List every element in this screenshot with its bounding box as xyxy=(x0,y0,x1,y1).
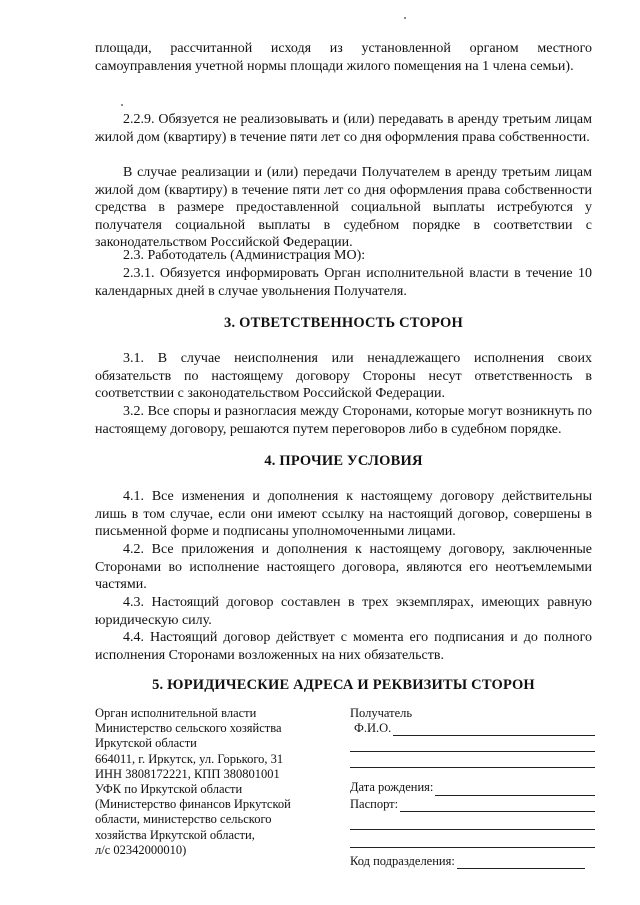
birth-date-blank-line xyxy=(435,783,595,796)
requisite-line: УФК по Иркутской области xyxy=(95,782,243,797)
scan-mark xyxy=(404,17,406,19)
requisite-line: (Министерство финансов Иркутской xyxy=(95,797,291,812)
requisite-line: Иркутской области xyxy=(95,736,197,751)
requisite-line: ИНН 3808172221, КПП 380801001 xyxy=(95,766,280,781)
blank-line xyxy=(350,739,595,752)
subdivision-code-field xyxy=(350,854,585,869)
recipient-title: Получатель xyxy=(350,706,413,720)
executive-body-requisites xyxy=(95,706,320,858)
paragraph-sale-case: В случае реализации и (или) передачи Получателем в аренду третьим лицам жилой дом (квартиру) в течение пяти лет со дня оформления права собственности средства в размере предоставленной социальной выплаты истребуются у получателя социальной выплаты в судебном порядке в соответствии с законодательством Российской Федерации. xyxy=(95,165,592,250)
requisite-line: Министерство сельского хозяйства xyxy=(95,721,282,736)
requisite-line: л/с 02342000010) xyxy=(95,842,187,857)
recipient-requisites xyxy=(350,706,595,869)
fio-blank-line xyxy=(393,723,595,736)
paragraph-continuation: площади, рассчитанной исходя из установленной органом местного самоуправления учетной нормы площади жилого помещения на 1 члена семьи). xyxy=(95,41,592,74)
blank-line xyxy=(350,755,595,768)
section-heading-5: 5. ЮРИДИЧЕСКИЕ АДРЕСА И РЕКВИЗИТЫ СТОРОН xyxy=(152,677,535,693)
section-heading-4: 4. ПРОЧИЕ УСЛОВИЯ xyxy=(264,453,423,469)
paragraph-2-2-9: 2.2.9. Обязуется не реализовывать и (или) передавать в аренду третьим лицам жилой дом (квартиру) в течение пяти лет со дня оформления права собственности. xyxy=(95,112,592,145)
subdivision-code-blank-line xyxy=(457,856,585,869)
requisite-line: Орган исполнительной власти xyxy=(95,706,257,720)
birth-date-field xyxy=(350,780,595,795)
subdivision-code-label: Код подразделения: xyxy=(350,853,455,868)
section-heading-3: 3. ОТВЕТСТВЕННОСТЬ СТОРОН xyxy=(224,315,463,331)
requisite-line: хозяйства Иркутской области, xyxy=(95,827,255,842)
scan-mark xyxy=(121,104,123,106)
paragraph-3-2: 3.2. Все споры и разногласия между Сторонами, которые могут возникнуть по настоящему договору, решаются путем переговоров либо в судебном порядке. xyxy=(95,404,592,437)
requisite-line: 664011, г. Иркутск, ул. Горького, 31 xyxy=(95,751,284,766)
fio-label: Ф.И.О. xyxy=(354,721,392,736)
requisite-line: области, министерство сельского xyxy=(95,812,272,827)
paragraph-4-3: 4.3. Настоящий договор составлен в трех экземплярах, имеющих равную юридическую силу. xyxy=(95,595,592,628)
passport-blank-line xyxy=(400,799,595,812)
passport-field xyxy=(350,797,595,812)
blank-line xyxy=(350,817,595,830)
paragraph-4-2: 4.2. Все приложения и дополнения к настоящему договору, заключенные Сторонами во исполнение настоящего договора, являются его неотъемлемыми частями. xyxy=(95,542,592,592)
paragraph-3-1: 3.1. В случае неисполнения или ненадлежащего исполнения своих обязательств по настоящему договору Стороны несут ответственность в соответствии с законодательством Российской Федерации. xyxy=(95,351,592,401)
paragraph-2-3-1: 2.3.1. Обязуется информировать Орган исполнительной власти в течение 10 календарных дней в случае увольнения Получателя. xyxy=(95,266,592,299)
passport-label: Паспорт: xyxy=(350,796,399,811)
paragraph-4-1: 4.1. Все изменения и дополнения к настоящему договору действительны лишь в том случае, если они имеют ссылку на настоящий договор, совершены в письменной форме и подписаны уполномоченными лицами. xyxy=(95,489,592,539)
fio-field xyxy=(354,721,595,736)
paragraph-2-3: 2.3. Работодатель (Администрация МО): xyxy=(123,248,366,263)
paragraph-4-4: 4.4. Настоящий договор действует с момента его подписания и до полного исполнения Сторонами возложенных на них обязательств. xyxy=(95,630,592,663)
blank-line xyxy=(350,835,595,848)
birth-date-label: Дата рождения: xyxy=(350,780,434,795)
